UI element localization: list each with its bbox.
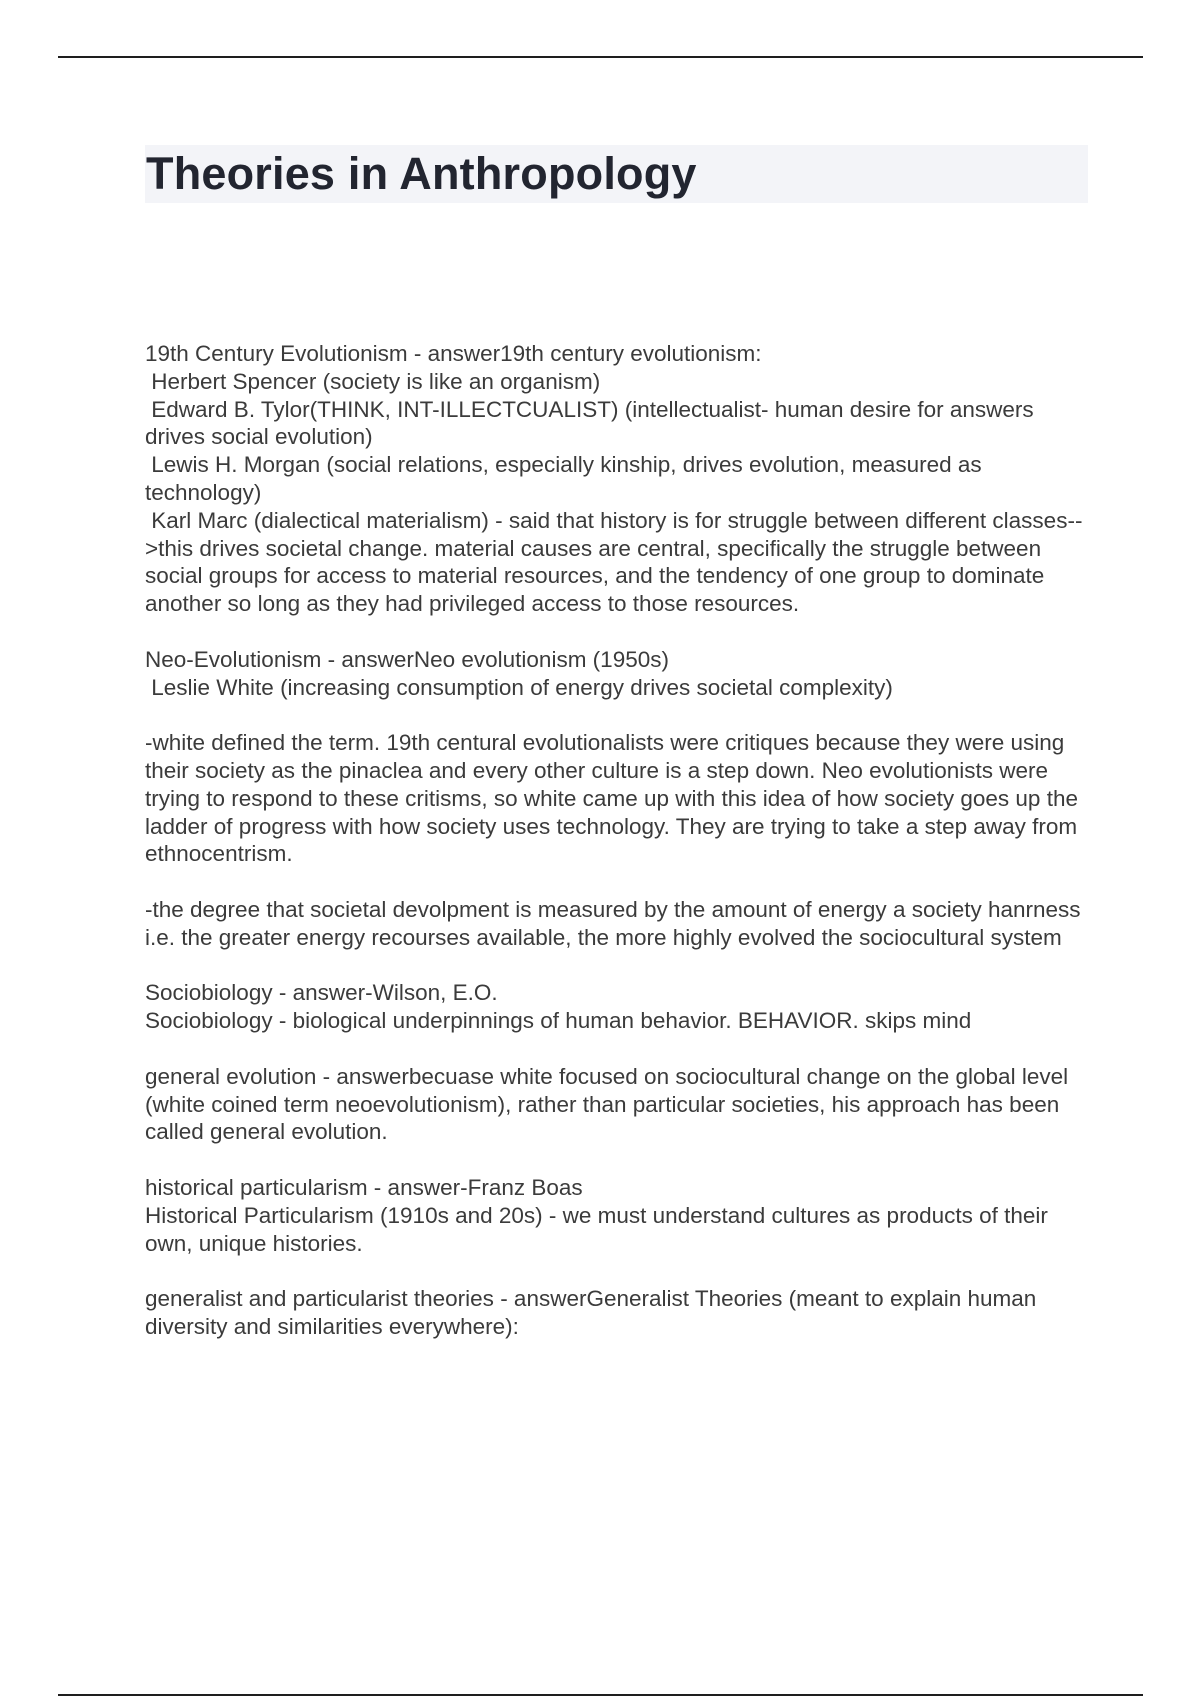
entry-neo-evolutionism xyxy=(145,646,1090,702)
entry-line: Lewis H. Morgan (social relations, especially kinship, drives evolution, measured as technology) xyxy=(145,452,988,505)
entry-line: Sociobiology - answer-Wilson, E.O. xyxy=(145,980,498,1006)
document-body xyxy=(145,340,1090,1368)
entry-line: Sociobiology - biological underpinnings of human behavior. BEHAVIOR. skips mind xyxy=(145,1008,972,1034)
entry-line: Karl Marc (dialectical materialism) - said that history is for struggle between different classes-->this drives societal change. material causes are central, specifically the struggle between social groups for access to material resources, and the tendency of one group to dominate another so long as they had privileged access to those resources. xyxy=(145,507,1083,617)
entry-line: -the degree that societal devolpment is measured by the amount of energy a society hanrness i.e. the greater energy recourses available, the more highly evolved the sociocultural system xyxy=(145,896,1087,950)
bottom-rule xyxy=(58,1694,1143,1696)
document-title: Theories in Anthropology xyxy=(146,148,697,199)
entry-line: Leslie White (increasing consumption of energy drives societal complexity) xyxy=(145,674,893,700)
entry-line: Herbert Spencer (society is like an organism) xyxy=(145,368,601,394)
entry-general-evolution xyxy=(145,1063,1090,1146)
entry-line: Historical Particularism (1910s and 20s) - we must understand cultures as products of their own, unique histories. xyxy=(145,1202,1055,1256)
entry-line: generalist and particularist theories - answerGeneralist Theories (meant to explain human diversity and similarities everywhere): xyxy=(145,1286,1043,1339)
entry-societal-development xyxy=(145,896,1090,952)
entry-line: -white defined the term. 19th centural evolutionalists were critiques because they were using their society as the pinaclea and every other culture is a step down. Neo evolutionists were trying to respond to these critisms, so white came up with this idea of how society goes up the ladder of progress with how society uses technology. They are trying to take a step away from ethnocentrism. xyxy=(145,730,1085,867)
entry-line: Edward B. Tylor(THINK, INT-ILLECTCUALIST) (intellectualist- human desire for answers drives social evolution) xyxy=(145,396,1040,450)
entry-sociobiology xyxy=(145,979,1090,1035)
entry-19th-century-evolutionism xyxy=(145,340,1090,618)
entry-white-defined-term xyxy=(145,729,1090,868)
top-rule xyxy=(58,56,1143,58)
entry-line: 19th Century Evolutionism - answer19th century evolutionism: xyxy=(145,341,762,366)
entry-historical-particularism xyxy=(145,1174,1090,1257)
entry-line: general evolution - answerbecuase white focused on sociocultural change on the global level (white coined term neoevolutionism), rather than particular societies, his approach has been called general evolution. xyxy=(145,1063,1075,1145)
entry-line: Neo-Evolutionism - answerNeo evolutionism (1950s) xyxy=(145,646,669,672)
entry-line: historical particularism - answer-Franz Boas xyxy=(145,1174,583,1200)
entry-generalist-particularist xyxy=(145,1285,1090,1341)
